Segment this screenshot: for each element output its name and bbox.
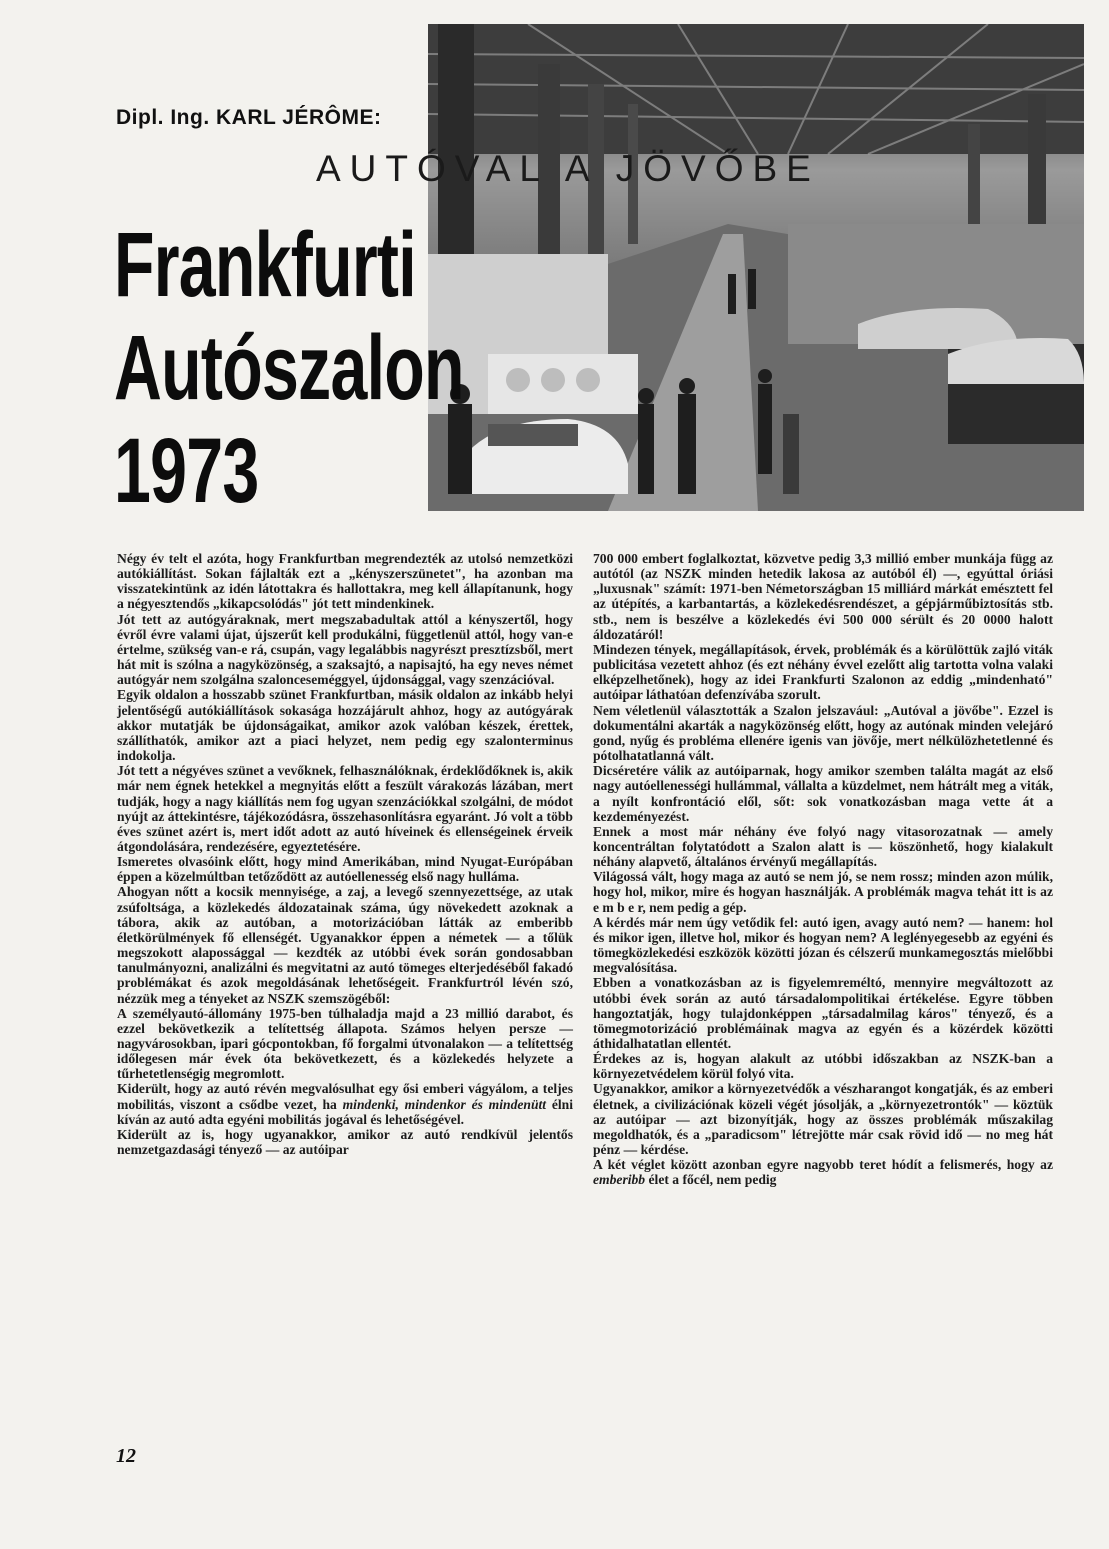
- article-title: [114, 214, 464, 523]
- article-column-right: [593, 551, 1053, 1188]
- paragraph: Mindezen tények, megállapítások, érvek, problémák és a körülöttük zajló viták publicitása vezetett ahhoz (és ezt néhány évvel ezelőtt alig tartotta volna valaki elképzelhetőnek), hogy az idei Frankfurti Szalonon az eddig „mindenható" autóipar láthatóan defenzívába szorult.: [593, 641, 1053, 703]
- title-line-frankfurti: Frankfurti: [114, 214, 416, 316]
- paragraph: Világossá vált, hogy maga az autó se nem jó, se nem rossz; minden azon múlik, hogy hol, mikor, mire és hogyan használják. A problémák magva tehát itt is az e m b e r, nem pedig a gép.: [593, 869, 1053, 915]
- paragraph: A kérdés már nem úgy vetődik fel: autó igen, avagy autó nem? — hanem: hol és mikor igen, illetve hol, mikor és hogyan nem? A leglényegesebb az egyéni és tömegközlekedési eszközök közötti józan és célszerű munkamegosztás mielőbbi megvalósítása.: [593, 914, 1053, 976]
- paragraph: Ebben a vonatkozásban az is figyelemreméltó, mennyire megváltozott az utóbbi évek során az autó társadalompolitikai értékelése. Egyre többen hangoztatják, hogy tulajdonképpen „társadalmilag káros" tényező, és a tömegmotorizáció problémáinak magva az egyén és a közérdek közötti áthidalhatatlan ellentét.: [593, 975, 1053, 1051]
- paragraph: Ahogyan nőtt a kocsik mennyisége, a zaj, a levegő szennyezettsége, az utak zsúfoltsága, a közlekedés áldozatainak száma, úgy növekedett azoknak a tábora, akik az autóban, a motorizációban látták az emberibb életkörülmények fő ellenségét. Ugyanakkor éppen a németek — a tőlük megszokott alapossággal — kezdték az utóbbi évek során gondosabban tanulmányozni, analizálni és megvitatni az autó tömeges elterjedéséből fakadó problémákat és azok megoldásának lehetőségeit. Frankfurtról lévén szó, nézzük meg a tényeket az NSZK szemszögéből:: [117, 884, 573, 1006]
- title-line-autoszalon: Autószalon: [114, 317, 464, 419]
- paragraph: Kiderült, hogy az autó révén megvalósulhat egy ősi emberi vágyálom, a teljes mobilitás, viszont a csődbe vezet, ha mindenki, mindenkor és mindenütt élni kíván az autó adta egyéni mobilitás jogával és lehetőségével.: [117, 1081, 573, 1127]
- paragraph: A két véglet között azonban egyre nagyobb teret hódít a felismerés, hogy az emberibb élet a főcél, nem pedig: [593, 1157, 1053, 1188]
- paragraph: Kiderült az is, hogy ugyanakkor, amikor az autó rendkívül jelentős nemzetgazdasági tényező — az autóipar: [117, 1126, 573, 1158]
- page-number: 12: [116, 1445, 136, 1467]
- paragraph: A személyautó-állomány 1975-ben túlhaladja majd a 23 millió darabot, és ezzel bekövetkezik a telítettség állapota. Számos helyen persze — nagyvárosokban, ipari gócpontokban, fő forgalmi útvonalakon — a telítettség időlegesen már évek óta bekövetkezett, és a közlekedés helyzete a tűrhetetlenségig megromlott.: [117, 1005, 573, 1082]
- exhibition-hall-image: [428, 24, 1084, 511]
- author-byline: Dipl. Ing. KARL JÉRÔME:: [116, 106, 382, 129]
- title-line-year: 1973: [114, 420, 259, 522]
- paragraph: Ugyanakkor, amikor a környezetvédők a vészharangot kongatják, és az emberi életnek, a civilizációnak közeli végét jósolják, a „környezetrontók" — köztük az autóipar — azt bizonyítják, hogy az összes problémák műszakilag megoldhatók, és a „paradicsom" létrejötte már csak rövid idő — no meg hát pénz — kérdése.: [593, 1081, 1053, 1158]
- exhibition-slogan: AUTÓVAL A JÖVŐBE: [316, 148, 820, 189]
- article-column-left: [117, 551, 573, 1157]
- paragraph: Négy év telt el azóta, hogy Frankfurtban megrendezték az utolsó nemzetközi autókiállítást. Sokan fájlalták ezt a „kényszerszünetet", ha azonban ma visszatekintünk az idén látottakra és hallottakra, meg kell állapítanunk, hogy a négyesztendős „kikapcsolódás" jót tett mindenkinek.: [117, 551, 573, 612]
- paragraph: Ismeretes olvasóink előtt, hogy mind Amerikában, mind Nyugat-Európában éppen a közelmúltban tetőződött az autóellenesség első nagy hulláma.: [117, 854, 573, 885]
- motor-show-hall-photo: [428, 24, 1084, 511]
- paragraph: Nem véletlenül választották a Szalon jelszavául: „Autóval a jövőbe". Ezzel is dokumentálni akarták a nagyközönség előtt, hogy az autónak minden velejáró gond, nyűg és probléma ellenére igenis van jövője, mert nélkülözhetetlenné és pótolhatatlanná vált.: [593, 702, 1053, 764]
- paragraph: 700 000 embert foglalkoztat, közvetve pedig 3,3 millió ember munkája függ az autótól (az NSZK minden hetedik lakosa az autóból él) —, egyúttal óriási „luxusnak" számít: 1971-ben Németországban 15 milliárd márkát emésztett fel az útépítés, a karbantartás, a közlekedésrendészet, a gépjárműbiztosítás stb. stb., nem is beszélve a közlekedés évi 500 000 sérült és 20 0000 halott áldozatáról!: [593, 551, 1053, 642]
- paragraph: Jót tett az autógyáraknak, mert megszabadultak attól a kényszertől, hogy évről évre valami újat, újszerűt kell produkálni, függetlenül attól, hogy van-e értelme, szükség van-e rá, csupán, vagy legalábbis nagyrészt presztízsből, mert hát mit is szólna a nagyközönség, a szaksajtó, a napisajtó, ha egy neves német autógyár nem szolgálna szalonceseméggyel, újdonsággal, vagy szenzációval.: [117, 611, 573, 688]
- paragraph: Dicséretére válik az autóiparnak, hogy amikor szemben találta magát az első nagy autóellenességi hullámmal, vállalta a küzdelmet, nem hátrált meg a viták, a nyílt konfrontáció elől, sőt: sok vonatkozásban maga vette át a kezdeményezést.: [593, 763, 1053, 824]
- paragraph: Ennek a most már néhány éve folyó nagy vitasorozatnak — amely koncentráltan folytatódott a Szalon alatt is — köszönhető, hogy kialakult néhány alapvető, általános érvényű megállapítás.: [593, 823, 1053, 870]
- paragraph: Jót tett a négyéves szünet a vevőknek, felhasználóknak, érdeklődőknek is, akik már nem égnek hetekkel a megnyitás előtt a feszült várakozás lázában, mert tudják, hogy a nagy kiállítás nem fog ugyan szenzációkkal szolgálni, de módot nyújt az áttekintésre, tájékozódásra, összehasonlításra egyaránt. Jó volt a több éves szünet azért is, mert időt adott az autó híveinek és ellenségeinek érveik átgondolására, rendezésére, egyeztetésére.: [117, 763, 573, 854]
- paragraph: Egyik oldalon a hosszabb szünet Frankfurtban, másik oldalon az inkább helyi jelentőségű autókiállítások sokasága hozzájárult ahhoz, hogy az autógyárak akkor mutatják be újdonságaikat, amikor azok valóban készek, érettek, szállíthatók, amikor azt a piaci helyzet, nem pedig egy szalonterminus indokolja.: [117, 687, 573, 764]
- paragraph: Érdekes az is, hogyan alakult az utóbbi időszakban az NSZK-ban a környezetvédelem körül folyó vita.: [593, 1051, 1053, 1082]
